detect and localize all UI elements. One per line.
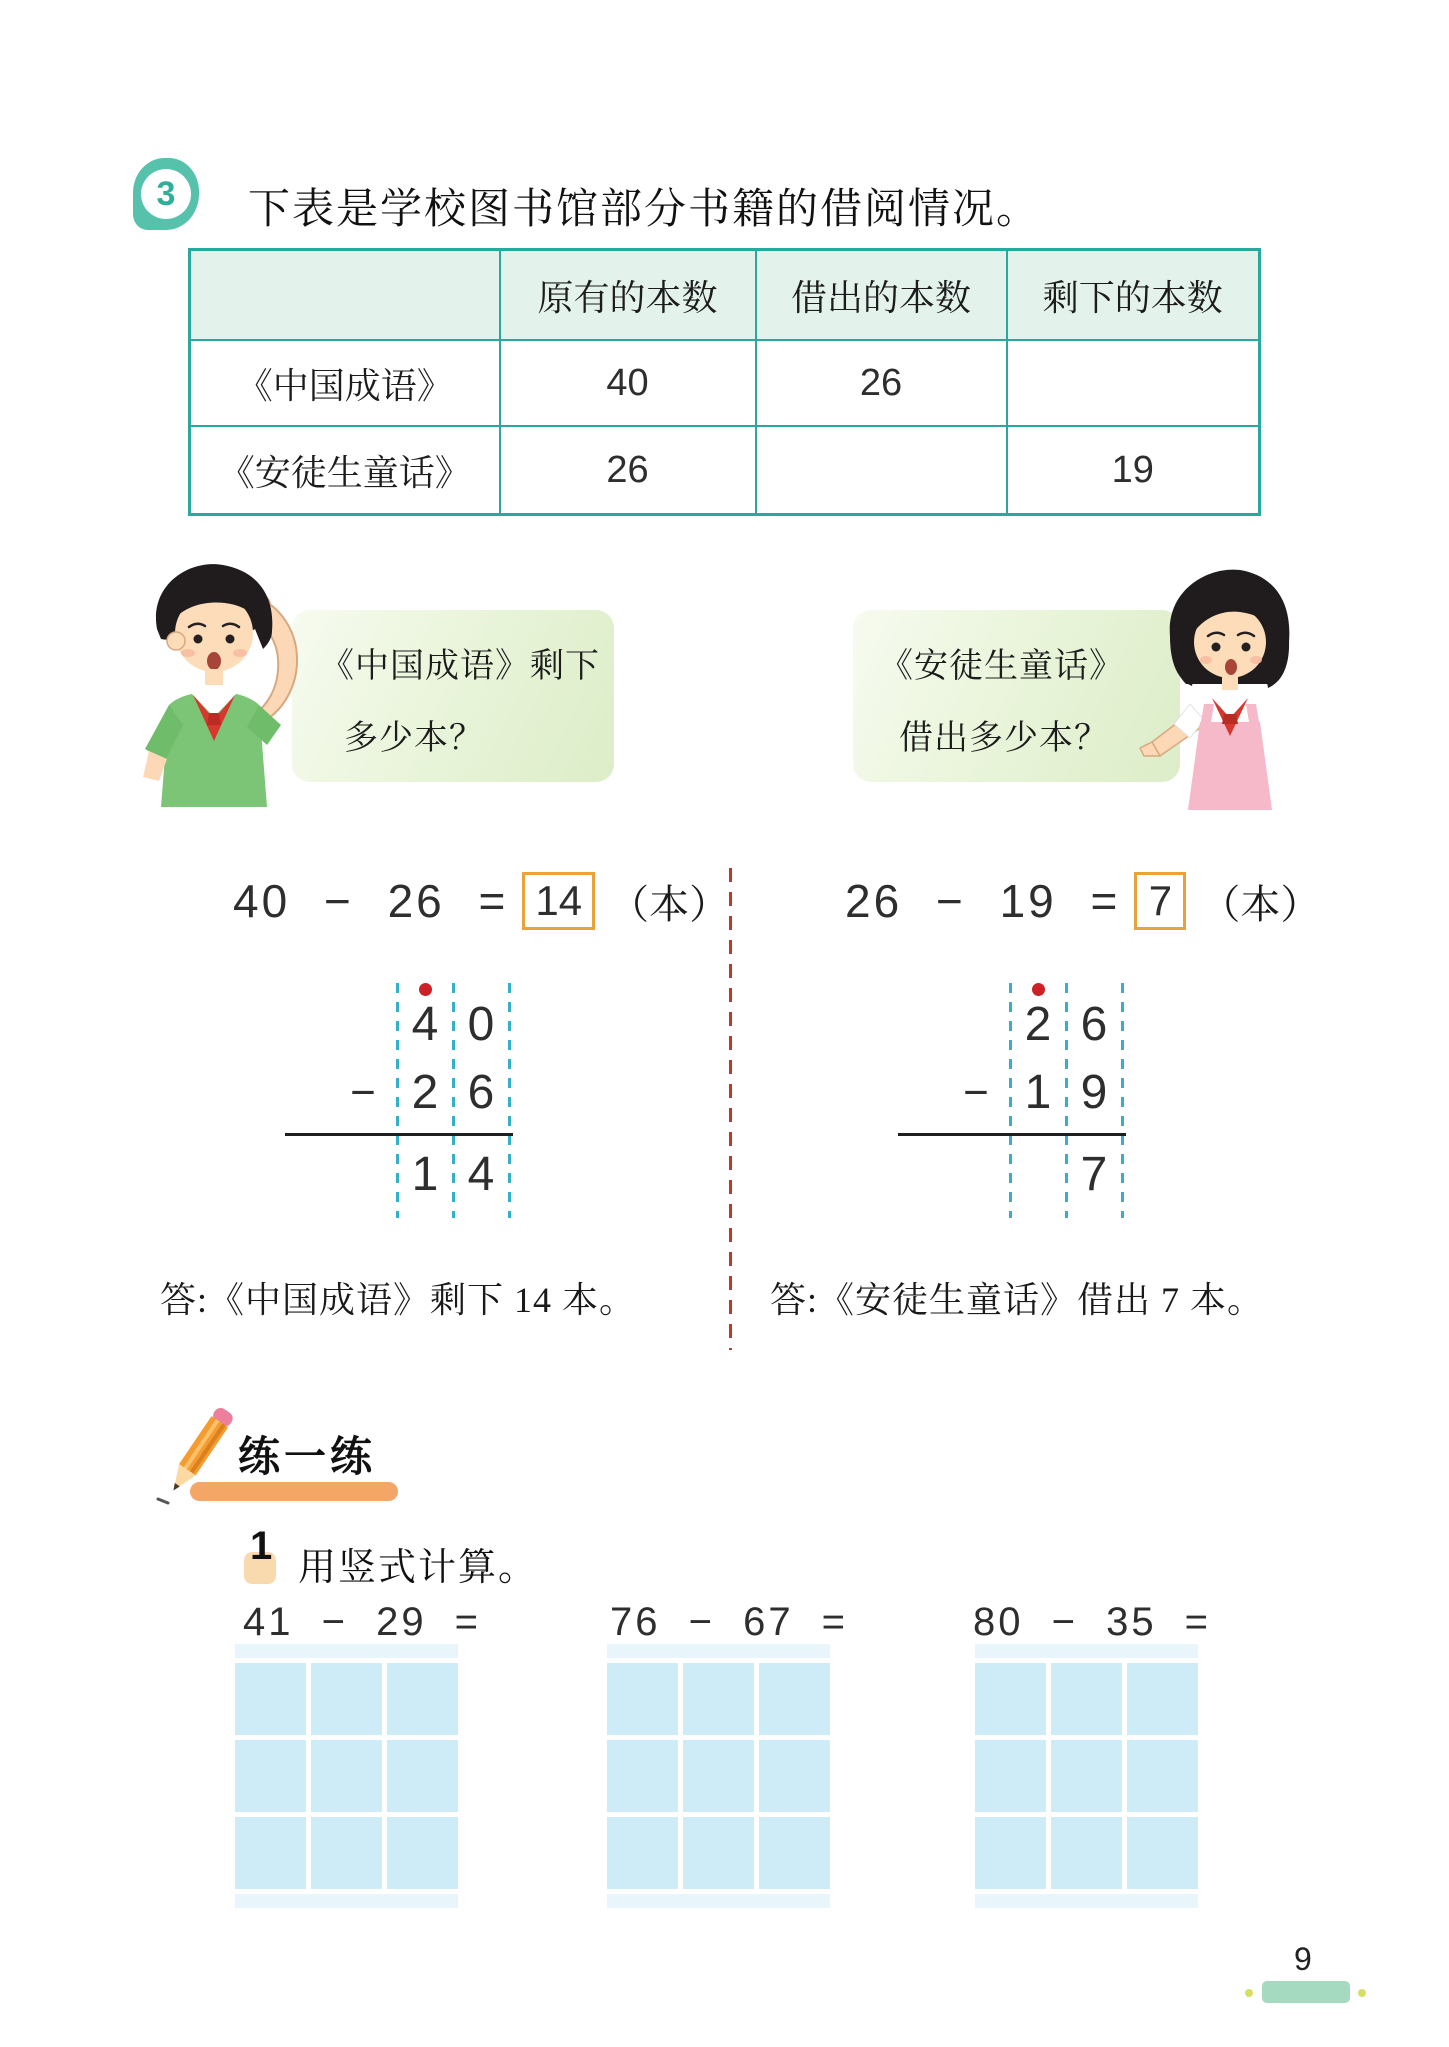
- practice-problem: 80 − 35 =: [973, 1600, 1212, 1644]
- answer-grid-cell[interactable]: [387, 1663, 458, 1735]
- bubble-text-line: 《中国成语》剩下: [320, 648, 600, 685]
- subtrahend-tens: 1: [1024, 1066, 1052, 1119]
- answer-grid-3: [975, 1663, 1198, 1889]
- girl-speech-bubble: [853, 610, 1180, 782]
- answer-grid-cell[interactable]: [311, 1817, 382, 1889]
- answer-grid-cell[interactable]: [1127, 1740, 1198, 1812]
- answer-grid-cell[interactable]: [1051, 1817, 1122, 1889]
- table-header-remaining: 剩下的本数: [1007, 250, 1260, 341]
- lent-count: 26: [756, 340, 1007, 426]
- minus-sign: −: [963, 1068, 989, 1117]
- answer-grid-cell[interactable]: [759, 1817, 830, 1889]
- section-divider-dashed: [729, 868, 732, 1350]
- answer-grid-cell[interactable]: [1051, 1663, 1122, 1735]
- answer-grid-cell[interactable]: [683, 1740, 754, 1812]
- practice-header-underline: [190, 1482, 398, 1501]
- bubble-text-line: 多少本？: [344, 720, 484, 757]
- answer-grid-cell[interactable]: [1127, 1817, 1198, 1889]
- practice-problem: 76 − 67 =: [610, 1600, 849, 1644]
- boy-speech-bubble: [292, 610, 614, 782]
- answer-grid-cell[interactable]: [975, 1740, 1046, 1812]
- minuend-tens: 4: [411, 998, 439, 1051]
- subtrahend-tens: 2: [411, 1066, 439, 1119]
- equation-expression: 26 − 19 =: [845, 875, 1121, 927]
- equation-expression: 40 − 26 =: [233, 875, 509, 927]
- grid-fade-strip: [607, 1894, 830, 1908]
- answer-grid-cell[interactable]: [1051, 1740, 1122, 1812]
- exercise-prompt: 下表是学校图书馆部分书籍的借阅情况。: [248, 187, 1041, 233]
- lent-count-blank[interactable]: [756, 426, 1007, 515]
- answer-sentence-right: 答:《安徒生童话》借出 7 本。: [770, 1280, 1265, 1320]
- equation-unit: （本）: [609, 881, 730, 927]
- grid-fade-strip: [235, 1894, 458, 1908]
- column-guide-line: [508, 983, 511, 1218]
- answer-grid-cell[interactable]: [235, 1663, 306, 1735]
- difference-ones: 7: [1080, 1148, 1108, 1201]
- exercise-number-badge: [133, 158, 199, 230]
- borrow-dot: [419, 983, 432, 996]
- item-number: 1: [250, 1524, 273, 1568]
- answer-grid-cell[interactable]: [975, 1817, 1046, 1889]
- grid-fade-strip: [975, 1644, 1198, 1658]
- subtrahend-ones: 6: [467, 1066, 495, 1119]
- answer-grid-cell[interactable]: [607, 1663, 678, 1735]
- book-name: 《中国成语》: [190, 340, 500, 426]
- page-tab-dot: [1245, 1989, 1253, 1997]
- answer-grid-cell[interactable]: [759, 1663, 830, 1735]
- answer-grid-cell[interactable]: [1127, 1663, 1198, 1735]
- minuend-tens: 2: [1024, 998, 1052, 1051]
- equation-right: [845, 872, 1320, 930]
- practice-problem: 41 − 29 =: [243, 1600, 482, 1644]
- remaining-count: 19: [1007, 426, 1260, 515]
- practice-section-title: 练一练: [238, 1435, 377, 1481]
- page-tab-dot: [1358, 1989, 1366, 1997]
- answer-grid-cell[interactable]: [311, 1740, 382, 1812]
- answer-grid-cell[interactable]: [683, 1663, 754, 1735]
- item-instruction: 用竖式计算。: [298, 1547, 539, 1589]
- answer-grid-cell[interactable]: [607, 1817, 678, 1889]
- table-header-lent: 借出的本数: [756, 250, 1007, 341]
- table-row: [190, 340, 1260, 426]
- table-header-empty: [190, 250, 500, 341]
- column-guide-line: [1121, 983, 1124, 1218]
- vertical-subtraction-left: [285, 983, 513, 1218]
- subtraction-rule-line: [898, 1133, 1126, 1136]
- minuend-ones: 0: [467, 998, 495, 1051]
- answer-grid-cell[interactable]: [235, 1740, 306, 1812]
- answer-grid-1: [235, 1663, 458, 1889]
- equation-answer-box[interactable]: 14: [522, 872, 595, 930]
- original-count: 40: [500, 340, 756, 426]
- girl-illustration: [1138, 552, 1316, 810]
- exercise-number: 3: [156, 174, 176, 213]
- page-number-tab: [1262, 1981, 1350, 2003]
- borrow-table: [188, 248, 1261, 516]
- equation-answer-box[interactable]: 7: [1134, 872, 1186, 930]
- minus-sign: −: [350, 1068, 376, 1117]
- difference-tens: 1: [411, 1148, 439, 1201]
- table-header-row: [190, 250, 1260, 341]
- answer-grid-2: [607, 1663, 830, 1889]
- borrow-dot: [1032, 983, 1045, 996]
- exercise-number-badge-circle: [141, 169, 191, 219]
- remaining-count-blank[interactable]: [1007, 340, 1260, 426]
- subtrahend-ones: 9: [1080, 1066, 1108, 1119]
- answer-grid-cell[interactable]: [387, 1740, 458, 1812]
- table-header-original: 原有的本数: [500, 250, 756, 341]
- answer-grid-cell[interactable]: [607, 1740, 678, 1812]
- answer-grid-cell[interactable]: [975, 1663, 1046, 1735]
- original-count: 26: [500, 426, 756, 515]
- vertical-subtraction-right: [898, 983, 1126, 1218]
- bubble-text-line: 《安徒生童话》: [879, 648, 1124, 685]
- answer-grid-cell[interactable]: [387, 1817, 458, 1889]
- difference-ones: 4: [467, 1148, 495, 1201]
- minuend-ones: 6: [1080, 998, 1108, 1051]
- boy-illustration: [115, 545, 330, 807]
- answer-sentence-left: 答:《中国成语》剩下 14 本。: [160, 1280, 637, 1320]
- subtraction-rule-line: [285, 1133, 513, 1136]
- answer-grid-cell[interactable]: [759, 1740, 830, 1812]
- equation-unit: （本）: [1200, 881, 1321, 927]
- grid-fade-strip: [607, 1644, 830, 1658]
- grid-fade-strip: [975, 1894, 1198, 1908]
- table-row: [190, 426, 1260, 515]
- bubble-text-line: 借出多少本？: [899, 720, 1109, 757]
- answer-grid-cell[interactable]: [683, 1817, 754, 1889]
- page-number: 9: [1294, 1941, 1312, 1977]
- answer-grid-cell[interactable]: [235, 1817, 306, 1889]
- grid-fade-strip: [235, 1644, 458, 1658]
- answer-grid-cell[interactable]: [311, 1663, 382, 1735]
- book-name: 《安徒生童话》: [190, 426, 500, 515]
- equation-left: [233, 872, 729, 930]
